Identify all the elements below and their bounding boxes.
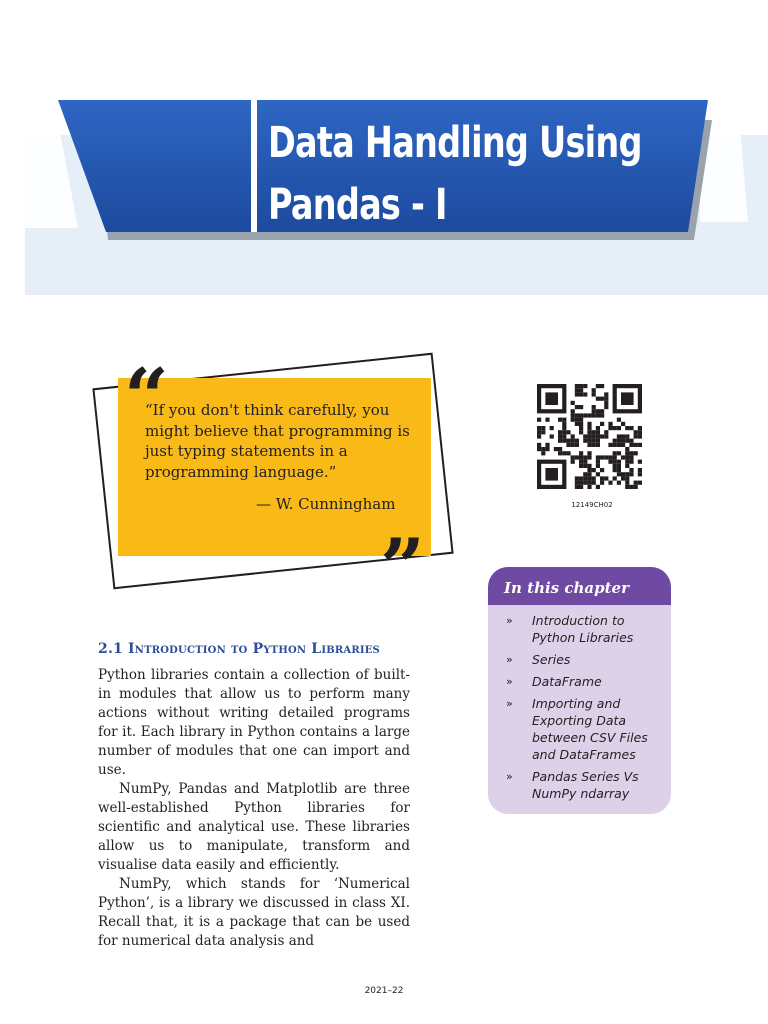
chapter-topic-item bbox=[506, 612, 663, 646]
body-paragraph: NumPy, which stands for ‘Numerical Python’, is a library we discussed in class XI. Recall that, it is a package that can be used for numerical data analysis and bbox=[98, 876, 410, 949]
bullet-icon: » bbox=[506, 675, 513, 688]
chapter-title-line-1: Data Handling Using bbox=[268, 118, 642, 168]
bullet-icon: » bbox=[506, 614, 513, 627]
chapter-topic-item bbox=[506, 651, 663, 668]
chapter-topic-label: Introduction to Python Libraries bbox=[532, 613, 634, 645]
chapter-topic-item bbox=[506, 768, 663, 802]
bullet-icon: » bbox=[506, 653, 513, 666]
chapter-topic-label: Series bbox=[532, 652, 571, 667]
close-quote-icon: ” bbox=[380, 522, 425, 613]
chapter-topic-label: DataFrame bbox=[532, 674, 602, 689]
chapter-topic-label: Importing and Exporting Data between CSV Files and DataFrames bbox=[532, 696, 648, 762]
quote-author: — W. Cunningham bbox=[256, 495, 396, 513]
bullet-icon: » bbox=[506, 697, 513, 710]
in-this-chapter-box bbox=[488, 567, 671, 814]
chapter-topic-item bbox=[506, 695, 663, 763]
body-paragraph: NumPy, Pandas and Matplotlib are three well-established Python libraries for scientific and analytical use. These libraries allow us to manipulate, transform and visualise data easily and efficiently. bbox=[98, 781, 410, 873]
qr-code-label: 12149CH02 bbox=[571, 501, 613, 509]
open-quote-icon: “ bbox=[124, 352, 169, 443]
quote-text: “If you don't think carefully, you might believe that programming is just typing statements in a programming language.” bbox=[145, 401, 410, 481]
chapter-topic-item bbox=[506, 673, 663, 690]
section-heading: 2.1 Introduction to Python Libraries bbox=[98, 641, 380, 657]
in-this-chapter-title: In this chapter bbox=[488, 567, 671, 605]
bullet-icon: » bbox=[506, 770, 513, 783]
chapter-topic-list bbox=[488, 605, 671, 802]
page-footer-year: 2021–22 bbox=[364, 986, 404, 996]
qr-code-icon[interactable] bbox=[537, 382, 643, 492]
body-paragraph: Python libraries contain a collection of built-in modules that allow us to perform many actions without writing detailed programs for it. Each library in Python contains a large number of modules that one can import and use. bbox=[98, 667, 410, 778]
chapter-title-line-2: Pandas - I bbox=[268, 180, 447, 230]
chapter-title bbox=[268, 112, 642, 236]
chapter-topic-label: Pandas Series Vs NumPy ndarray bbox=[532, 769, 639, 801]
